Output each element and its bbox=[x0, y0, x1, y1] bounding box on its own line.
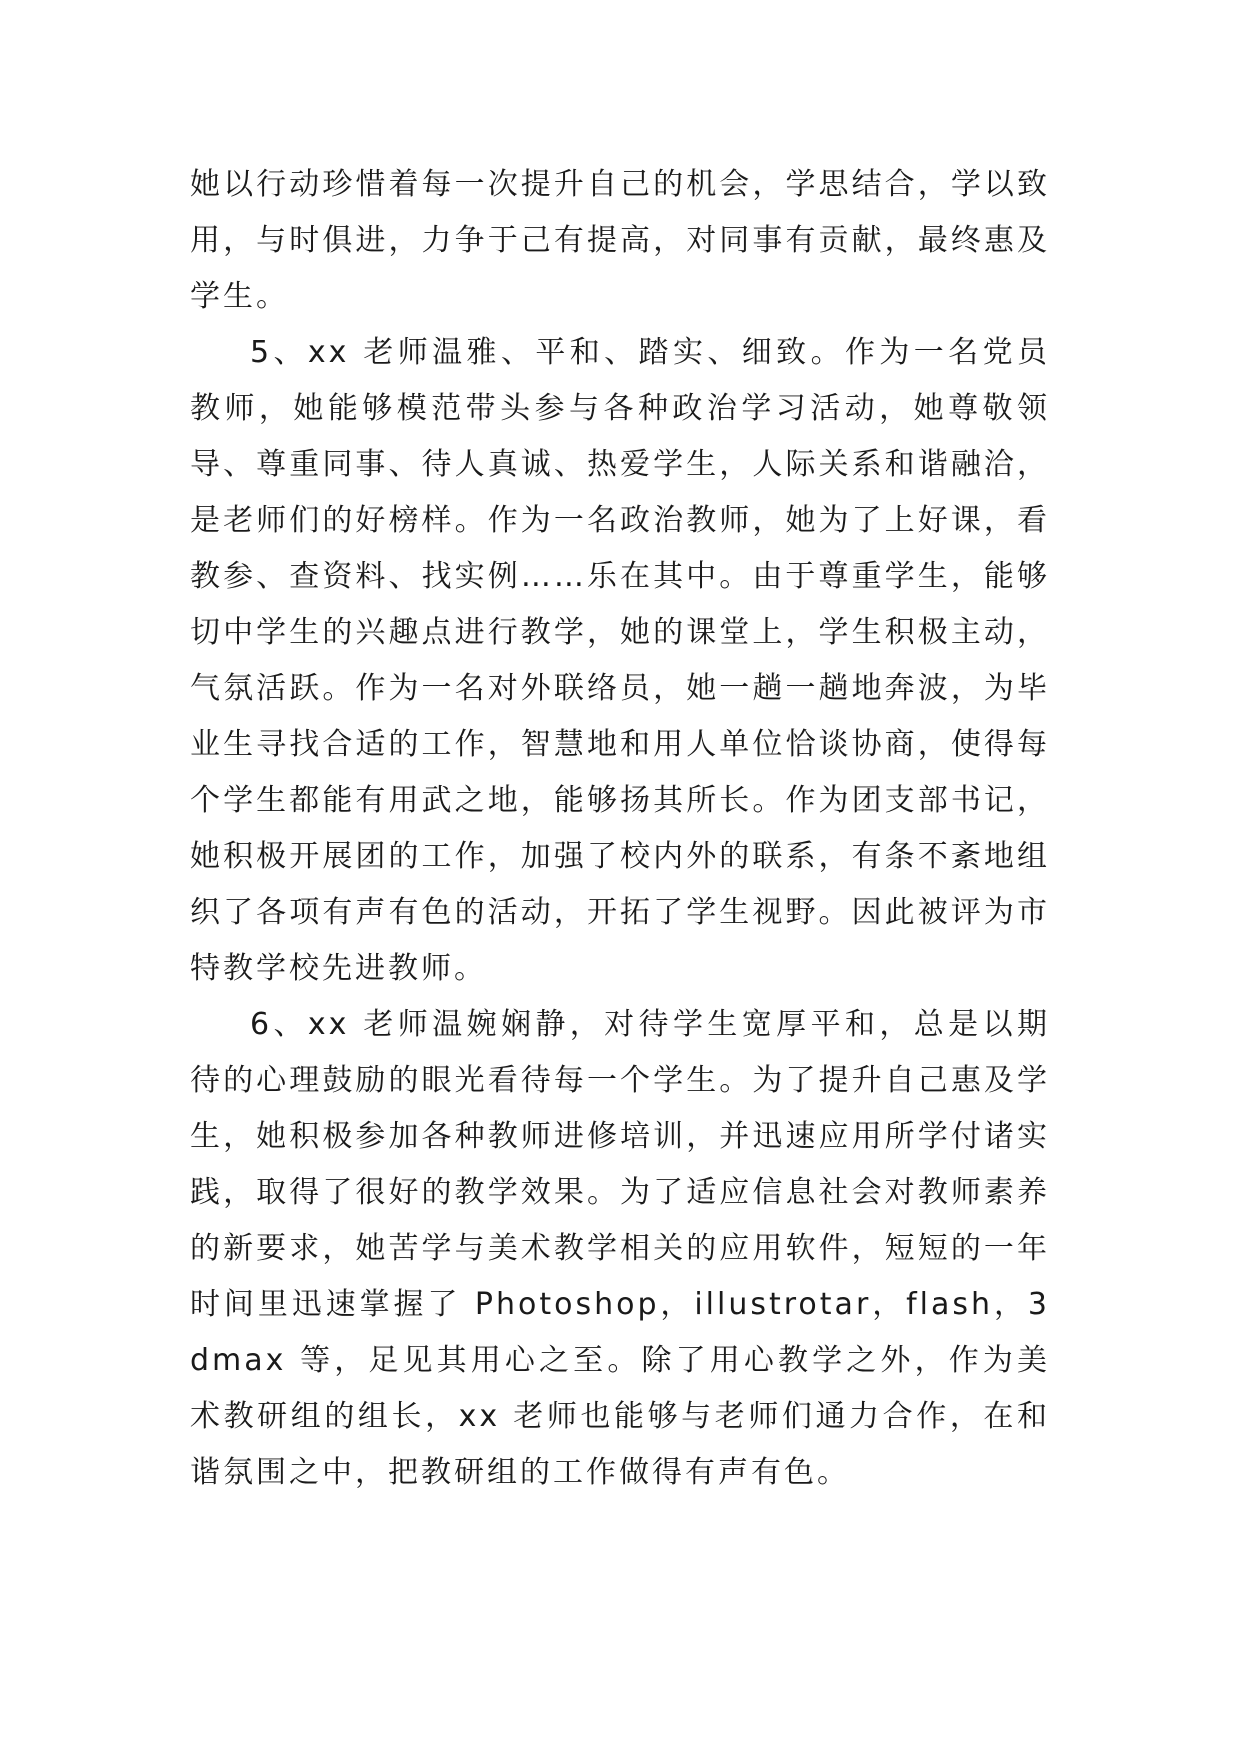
paragraph-item-5: 5、xx 老师温雅、平和、踏实、细致。作为一名党员教师，她能够模范带头参与各种政治学习活动，她尊敬领导、尊重同事、待人真诚、热爱学生，人际关系和谐融洽，是老师们的好榜样。作为一名政治教师，她为了上好课，看教参、查资料、找实例……乐在其中。由于尊重学生，能够切中学生的兴趣点进行教学，她的课堂上，学生积极主动，气氛活跃。作为一名对外联络员，她一趟一趟地奔波，为毕业生寻找合适的工作，智慧地和用人单位恰谈协商，使得每个学生都能有用武之地，能够扬其所长。作为团支部书记，她积极开展团的工作，加强了校内外的联系，有条不紊地组织了各项有声有色的活动，开拓了学生视野。因此被评为市特教学校先进教师。 bbox=[190, 335, 1050, 986]
document-body bbox=[190, 157, 1050, 1501]
paragraph-continued: 她以行动珍惜着每一次提升自己的机会，学思结合，学以致用，与时俱进，力争于己有提高，对同事有贡献，最终惠及学生。 bbox=[190, 167, 1050, 314]
paragraph-item-6: 6、xx 老师温婉娴静，对待学生宽厚平和，总是以期待的心理鼓励的眼光看待每一个学生。为了提升自己惠及学生，她积极参加各种教师进修培训，并迅速应用所学付诸实践，取得了很好的教学效果。为了适应信息社会对教师素养的新要求，她苦学与美术教学相关的应用软件，短短的一年时间里迅速掌握了 Photoshop，illustrotar，flash，3dmax 等，足见其用心之至。除了用心教学之外，作为美术教研组的组长，xx 老师也能够与老师们通力合作，在和谐氛围之中，把教研组的工作做得有声有色。 bbox=[190, 1007, 1050, 1490]
